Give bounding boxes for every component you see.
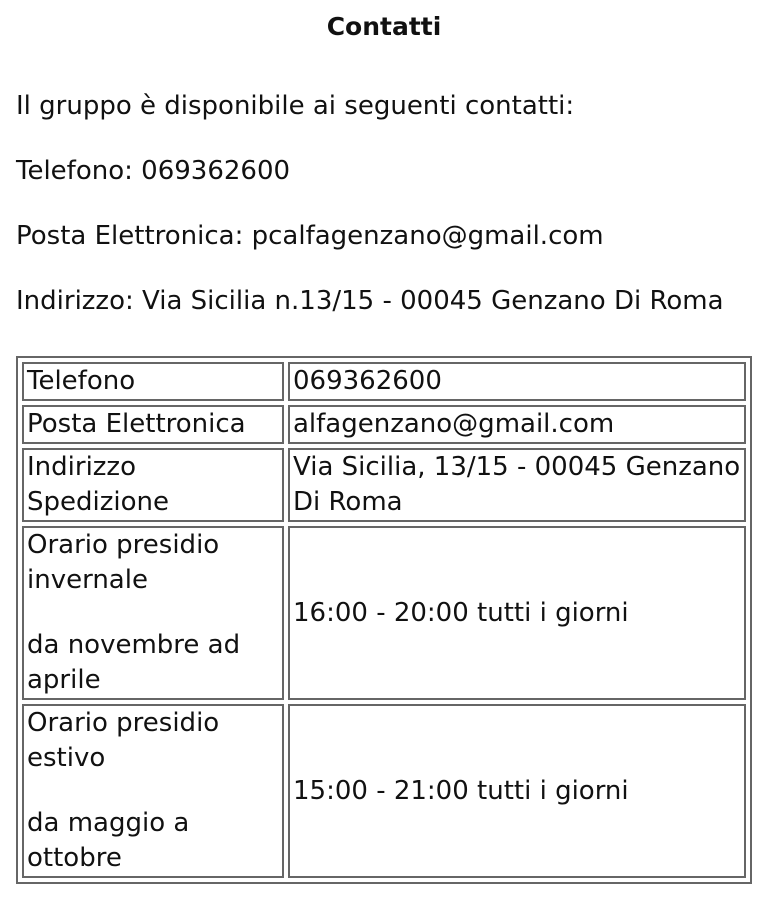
page-title: Contatti (326, 12, 442, 41)
row-value-address: Via Sicilia, 13/15 - 00045 Genzano Di Roma (288, 448, 746, 522)
table-row (22, 405, 746, 444)
row-value-phone: 069362600 (288, 362, 746, 401)
winter-hours-label: Orario presidio invernale (27, 530, 220, 595)
address-line: Indirizzo: Via Sicilia n.13/15 - 00045 Genzano Di Roma (16, 286, 724, 316)
table-row (22, 362, 746, 401)
row-value-email: alfagenzano@gmail.com (288, 405, 746, 444)
row-label-summer-hours (22, 704, 284, 878)
table-row (22, 526, 746, 700)
row-label-winter-hours (22, 526, 284, 700)
table-row (22, 448, 746, 522)
table-row (22, 704, 746, 878)
summer-hours-period: da maggio a ottobre (27, 808, 190, 873)
summer-hours-label: Orario presidio estivo (27, 708, 220, 773)
phone-line: Telefono: 069362600 (16, 156, 291, 186)
row-label-email: Posta Elettronica (22, 405, 284, 444)
row-label-address: Indirizzo Spedizione (22, 448, 284, 522)
row-label-phone: Telefono (22, 362, 284, 401)
intro-text: Il gruppo è disponibile ai seguenti contatti: (16, 91, 575, 121)
contacts-table (16, 356, 752, 884)
email-line: Posta Elettronica: pcalfagenzano@gmail.com (16, 221, 604, 251)
row-value-winter-hours: 16:00 - 20:00 tutti i giorni (288, 526, 746, 700)
winter-hours-period: da novembre ad aprile (27, 630, 241, 695)
row-value-summer-hours: 15:00 - 21:00 tutti i giorni (288, 704, 746, 878)
